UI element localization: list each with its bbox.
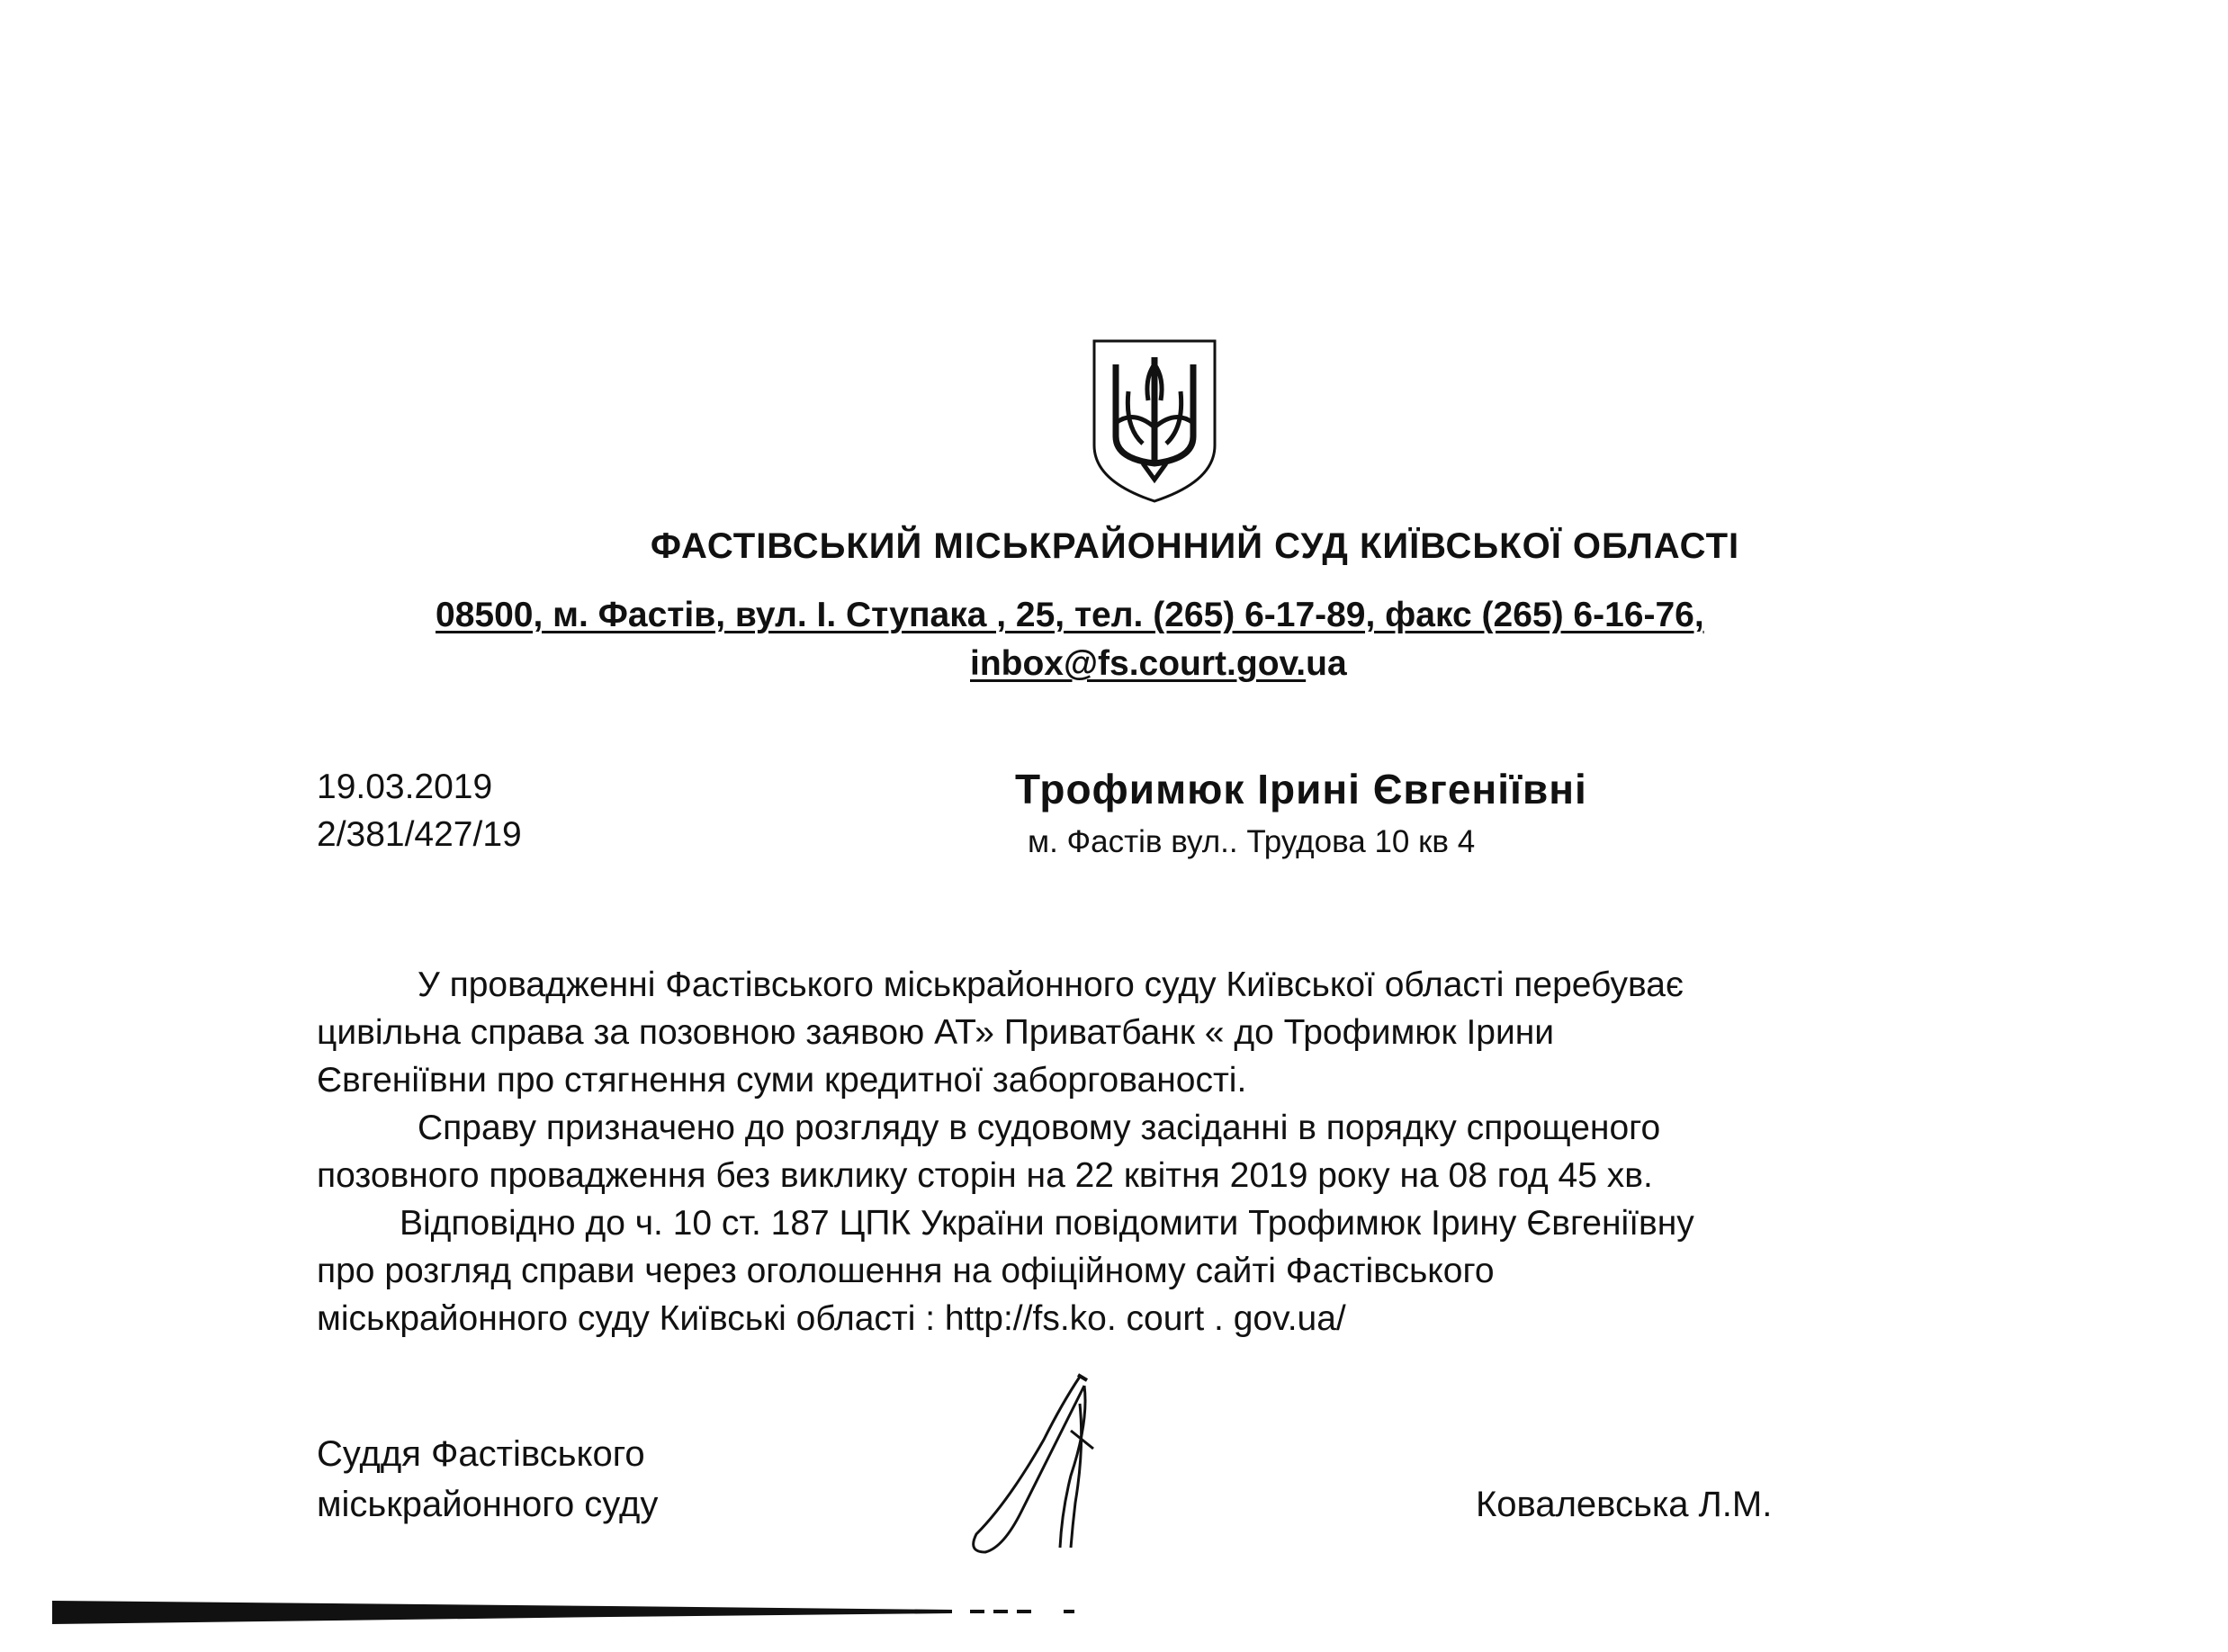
handwritten-signature-icon: [954, 1368, 1125, 1566]
body-line: міськрайонного суду Київські області : http://fs.ko. court . gov.ua/: [317, 1299, 1346, 1338]
judge-name: Ковалевська Л.М.: [1476, 1485, 1773, 1524]
signer-title-line: міськрайонного суду: [317, 1485, 659, 1524]
body-line: Євгеніївни про стягнення суми кредитної заборгованості.: [317, 1061, 1247, 1100]
case-number: 2/381/427/19: [317, 815, 522, 854]
court-email-suffix: ua: [1306, 644, 1347, 683]
body-line: цивільна справа за позовною заявою АТ» Приватбанк « до Трофимюк Ірини: [317, 1013, 1555, 1052]
recipient-name: Трофимюк Ірині Євгеніївні: [1015, 766, 1587, 813]
letter-body: [317, 961, 2026, 1342]
court-address: 08500, м. Фастів, вул. І. Ступака , 25, тел. (265) 6-17-89, факс (265) 6-16-76,: [436, 596, 1704, 634]
body-line: позовного провадження без виклику сторін на 22 квітня 2019 року на 08 год 45 хв.: [317, 1156, 1653, 1195]
scan-artifact-bar: [52, 1597, 1087, 1626]
body-line: про розгляд справи через оголошення на офіційному сайті Фастівського: [317, 1252, 1495, 1290]
ukraine-trident-emblem-icon: [1089, 337, 1220, 505]
court-email-line: [970, 644, 1347, 684]
body-line: У провадженні Фастівського міськрайонного суду Київської області перебуває: [418, 965, 1684, 1004]
document-date: 19.03.2019: [317, 768, 493, 806]
court-email-link[interactable]: inbox@fs.court.gov.: [970, 644, 1307, 683]
body-line: Відповідно до ч. 10 ст. 187 ЦПК України повідомити Трофимюк Ірину Євгеніївну: [400, 1204, 1694, 1243]
court-name-heading: ФАСТІВСЬКИЙ МІСЬКРАЙОННИЙ СУД КИЇВСЬКОЇ ОБЛАСТІ: [650, 526, 1740, 566]
recipient-address: м. Фастів вул.. Трудова 10 кв 4: [1028, 824, 1476, 859]
signer-title-line: Суддя Фастівського: [317, 1434, 645, 1474]
signer-title: [317, 1429, 658, 1530]
body-line: Справу призначено до розгляду в судовому засіданні в порядку спрощеного: [418, 1109, 1661, 1147]
